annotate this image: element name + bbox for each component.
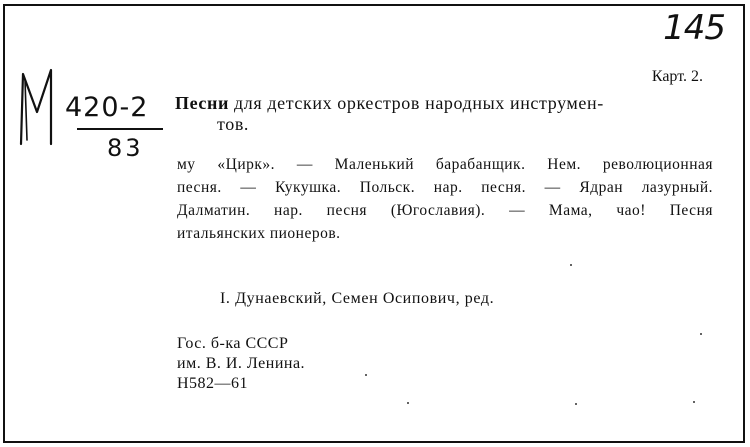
paper-speck (693, 401, 695, 403)
paper-speck (700, 333, 702, 335)
catalog-card (3, 4, 745, 443)
handwritten-shelf-mark-top: 420-2 (65, 92, 149, 123)
contents-line: итальянских пионеров. (177, 225, 341, 242)
contents-line: му «Цирк». — Маленький барабанщик. Нем. революционная (177, 156, 713, 173)
handwritten-card-number: 145 (663, 8, 725, 48)
added-entry: I. Дунаевский, Семен Осипович, ред. (220, 290, 495, 307)
paper-speck (365, 374, 367, 376)
paper-speck (407, 402, 409, 404)
card-number: Карт. 2. (651, 68, 703, 85)
library-line: им. В. И. Ленина. (177, 355, 306, 372)
contents-line: песня. — Кукушка. Польск. нар. песня. — Ядран лазурный. (177, 179, 713, 196)
handwritten-shelf-letter (17, 66, 57, 146)
paper-speck (575, 403, 577, 405)
title-line (175, 92, 715, 114)
library-stamp (177, 334, 305, 394)
shelf-mark-fraction-line (77, 128, 163, 130)
contents-line: Далматин. нар. песня (Югославия). — Мама, чао! Песня (177, 202, 713, 219)
title-rest: для детских оркестров народных инструмен- (228, 93, 604, 113)
title-continuation: тов. (217, 114, 250, 134)
title-bold-word: Песни (175, 93, 229, 113)
library-line: Н582—61 (177, 375, 249, 392)
handwritten-shelf-mark-bottom: 83 (107, 134, 144, 162)
paper-speck (570, 264, 572, 266)
library-line: Гос. б-ка СССР (177, 335, 289, 352)
